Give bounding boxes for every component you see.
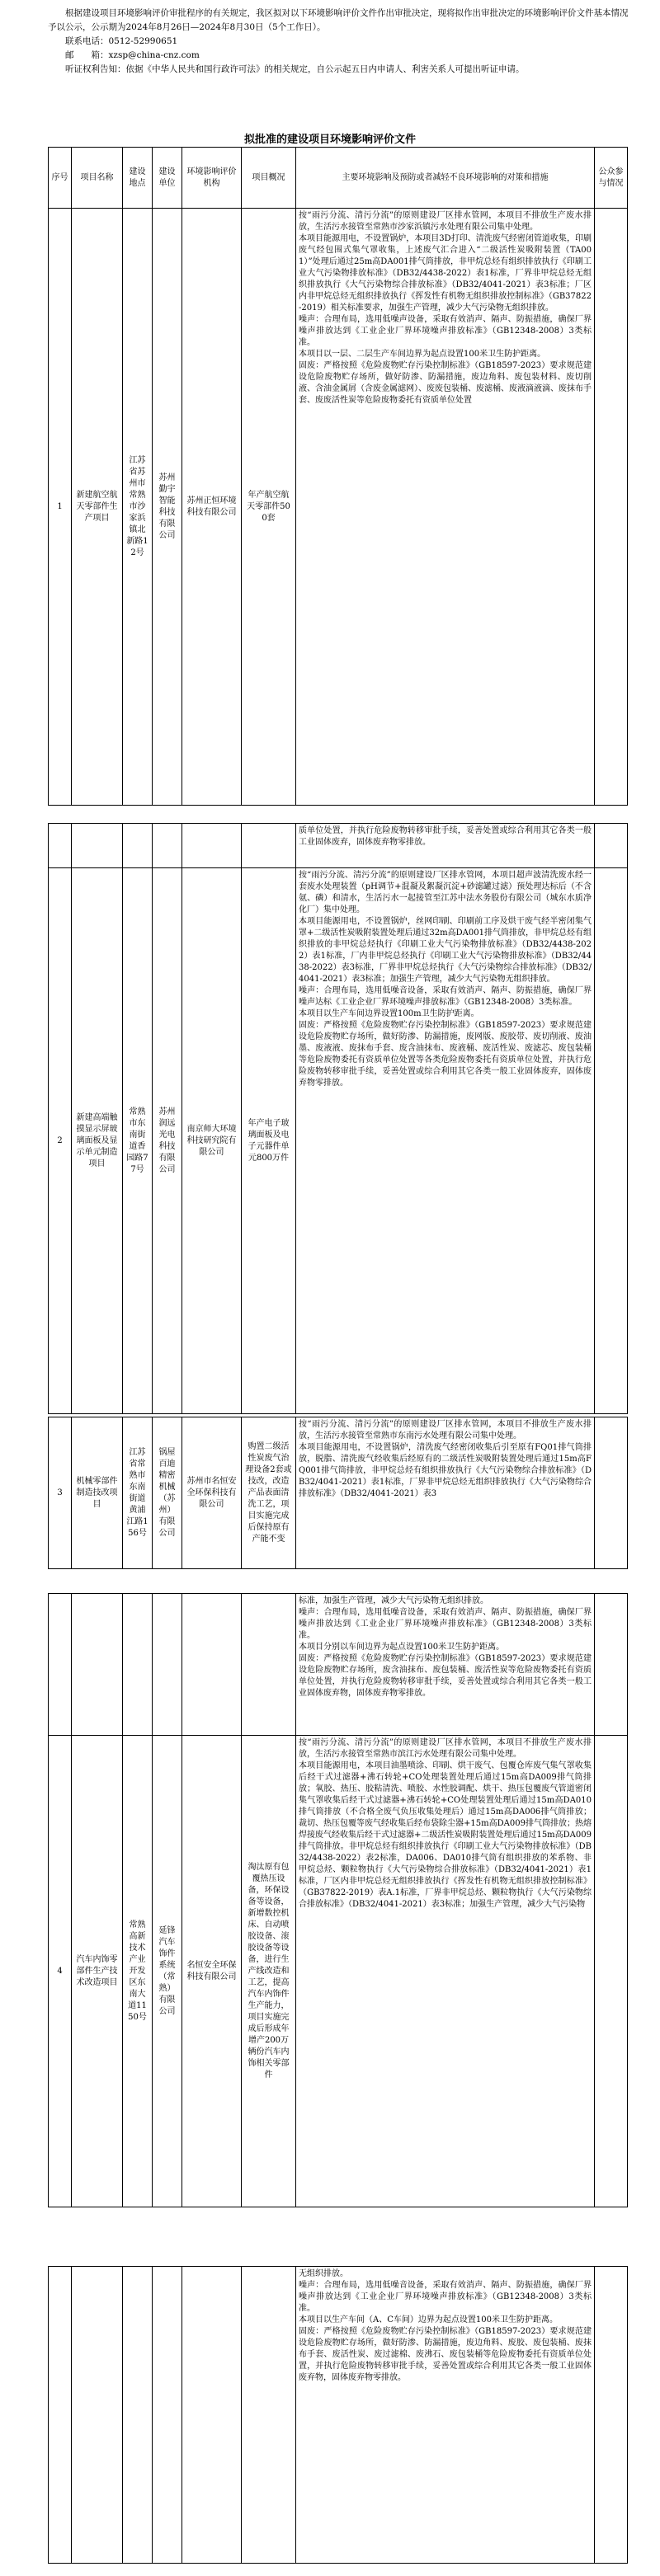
row-site: 常熟高新技术产业开发区东南大道1150号: [123, 1736, 153, 2207]
row-site: 常熟市东南街道香园路77号: [123, 868, 153, 1414]
row-measures-continued: 质单位处置，并执行危险废物转移审批手续，妥善处置或综合利用其它各类一般工业固体废弃，固体废弃物零排放。: [296, 824, 595, 868]
cont-cell: [49, 824, 72, 868]
row-eia: 名恒安全环保科技有限公司: [182, 1736, 242, 2207]
row-no: 1: [49, 209, 72, 806]
cont-cell: [242, 1594, 296, 1736]
cont-cell: [49, 2267, 72, 2564]
contact-tel: [48, 35, 629, 49]
cont-cell: [123, 2267, 153, 2564]
cont-cell: [595, 824, 628, 868]
cont-cell: [72, 824, 123, 868]
row-overview: 购置二级活性炭废气治理设备2套或技改，改造产品表面清洗工艺，项目实施完成后保持原有产能不变: [242, 1417, 296, 1569]
table-row: [49, 1594, 628, 1736]
row-measures: 按“雨污分流、清污分流”的原则建设厂区排水管网，本项目不排放生产废水排放，生活污水接管至常熟市沙家浜镇污水处理有限公司集中处理。 本项目能源用电，不设置锅炉，本项目3D打印、清洗废气经密闭管道收集，印刷废气经包围式集气罩收集，上述废气汇合进入“二级活性炭吸附装置（TA001）”处理后通过25m高DA001排气筒排放，非甲烷总烃有组织排放执行《印刷工业大气污染物排放标准》（DB32/4438-2022）表1标准，厂界非甲烷总烃无组织排放执行《大气污染物综合排放标准》（DB32/4041-2021）表3标准；厂区内非甲烷总烃无组织排放执行《挥发性有机物无组织排放控制标准》（GB37822-2019）相关标准要求，加强生产管理，减少大气污染物无组织排放。 噪声：合理布局，选用低噪声设备，采取有效消声、隔声、防振措施，确保厂界噪声排放达到《工业企业厂界环境噪声排放标准》（GB12348-2008）3类标准。 本项目以一层、二层生产车间边界为起点设置100米卫生防护距离。 固废：严格按照《危险废物贮存污染控制标准》（GB18597-2023）要求规范建设危险废物贮存场所，做好防渗、防漏措施，废边角料、废包装材料、废切削液、含油金属屑（含废金属滤网）、废废包装桶、废滤桶、废液滴液滴、废抹布手套、废废活性炭等危险废物委托有资质单位处置: [296, 209, 595, 806]
row-measures: 按“雨污分流、清污分流”的原则建设厂区排水管网，本项目超声波清洗废水经一套废水处理装置（pH调节+混凝及絮凝沉淀+砂滤罐过滤）预处理达标后（不含氨、磷）和清水，生活污水一起接管至江苏中法水务股份有限公司（城东水质净化厂）集中处理。 本项目能源用电，不设置锅炉，丝网印刷、印刷前工序及烘干废气经半密闭集气罩+二级活性炭吸附装置处理后通过32m高DA001排气筒排放，非甲烷总烃有组织排放的非甲烷总烃执行《印刷工业大气污染物排放标准》（DB32/4438-2022）表1标准，厂内非甲烷总烃执行《印刷工业大气污染物排放标准》（DB32/4438-2022）表3标准，厂界非甲烷总烃执行《大气污染物综合排放标准》（DB32/4041-2021）表3标准；加强生产管理，减少大气污染物无组织排放。 噪声：合理布局，选用低噪音设备，采取有效消声、隔声、防振措施，确保厂界噪声达标《工业企业厂界环境噪声排放标准》（GB12348-2008）3类标准。 本项目以生产车间边界设置100m卫生防护距离。 固废：严格按照《危险废物贮存污染控制标准》（GB18597-2023）要求规范建设危险废物贮存场所，做好防渗、防漏措施，废网版、废胶带、废切削液、废油墨、废液液、废抹布手套、废含油抹布、废液桶、废活性炭、废滤芯、废包装桶等危险废物委托有资质单位处置等各类危险废物委托有资质单位处置，并执行危险废物转移审批手续，妥善处置或综合利用其它各类一般工业固体废弃，固体废弃物零排放。: [296, 868, 595, 1414]
row-no: 2: [49, 868, 72, 1414]
row-measures-continued: 标准，加强生产管理，减少大气污染物无组织排放。 噪声：合理布局，选用低噪音设备，采取有效消声、隔声、防振措施，确保厂界噪声排放达到《工业企业厂界环境噪声排放标准》（GB12348-2008）3类标准。 本项目分别以车间边界为起点设置100米卫生防护距离。 固废：严格按照《危险废物贮存污染控制标准》（GB18597-2023）要求规范建设危险废物贮存场所，废含油抹布、废包装桶、废活性炭等危险废物委托有资质单位处置，并执行危险废物转移审批手续，妥善处置或综合利用其它各类一般工业固体废弃物，固体废弃物零排放。: [296, 1594, 595, 1736]
header-public: 公众参与情况: [595, 148, 628, 209]
row-unit: 锅屋百迪精密机械（苏州）有限公司: [153, 1417, 182, 1569]
table-page-4: [48, 1593, 627, 2207]
row-unit: 苏州润远光电科技有限公司: [153, 868, 182, 1414]
eia-table-cont-2: [48, 1417, 628, 1569]
header-no: 序号: [49, 148, 72, 209]
cont-cell: [49, 1594, 72, 1736]
cont-cell: [595, 1594, 628, 1736]
cont-cell: [72, 2267, 123, 2564]
row-eia: 苏州正恒环境科技有限公司: [182, 209, 242, 806]
cont-cell: [182, 824, 242, 868]
header-measures: 主要环境影响及预防或者减轻不良环境影响的对策和措施: [296, 148, 595, 209]
hearing-notice: 听证权利告知：依据《中华人民共和国行政许可法》的相关规定，自公示起五日内申请人、利害关系人可提出听证申请。: [65, 64, 525, 74]
row-site: 江苏省苏州市常熟市沙家浜镇北新路12号: [123, 209, 153, 806]
row-no: 3: [49, 1417, 72, 1569]
cont-cell: [182, 1594, 242, 1736]
cont-cell: [153, 1594, 182, 1736]
table-row: [49, 824, 628, 868]
eia-table: [48, 147, 628, 806]
eia-table-cont-1: [48, 823, 628, 1414]
cont-cell: [182, 2267, 242, 2564]
eia-table-cont-3: [48, 1593, 628, 2207]
intro-block: [48, 7, 629, 77]
row-public: [595, 1736, 628, 2207]
row-eia: 苏州市名恒安全环保科技有限公司: [182, 1417, 242, 1569]
header-overview: 项目概况: [242, 148, 296, 209]
table-page-1: [48, 147, 627, 806]
cont-cell: [72, 1594, 123, 1736]
contact-tel-value: 0512-52990651: [108, 36, 178, 46]
table-page-3: [48, 1417, 627, 1569]
row-measures-continued: 无组织排放。 噪声：合理布局，选用低噪音设备，采取有效消声、隔声、防振措施，确保厂界噪声排放达到《工业企业厂界环境噪声排放标准》（GB12348-2008）3类标准。 本项目以生产车间（A、C车间）边界为起点设置100米卫生防护距离。 固废：严格按照《危险废物贮存污染控制标准》（GB18597-2023）要求规范建设危险废物贮存场所，做好防渗、防漏措施，废边角料、废胶、废包装桶、废抹布手套、废活性炭、废过滤棉、废沸石、废包装桶等危险废物委托有资质单位处置，并执行危险废物转移审批手续，妥善处置或综合利用其它各类一般工业固体废弃物，固体废弃物零排放。: [296, 2267, 595, 2564]
contact-mail-value[interactable]: xzsp@china-cnz.com: [108, 50, 200, 60]
row-measures: 按“雨污分流、清污分流”的原则建设厂区排水管网，本项目不排放生产废水排放，生活污水接管至常熟市滨江污水处理有限公司集中处理。 本项目能源用电，本项目油墨喷涂、印刷、烘干废气、包覆仓库废气集气罩收集后经干式过滤器+沸石转轮+CO处理装置处理后通过15m高DA009排气筒排放；氧胶、热压、胶粘清洗、喷胶、水性胶调配、烘干、热压包覆废气管道密闭集气罩收集后经干式过滤器+沸石转轮+CO处理装置处理后通过15m高DA010排气筒排放（不合格全废气负压收集处理后）通过15m高DA006排气筒排放；裁切、热压包覆等废气经收集后经布袋除尘器+15m高DA009排气筒排放；热熔焊接废气经收集后经干式过滤器+二级活性炭吸附装置处理后通过15m高DA009排气筒排放。非甲烷总烃有组织排放执行《印刷工业大气污染物排放标准》（DB32/4438-2022）表2标准，DA006、DA010排气筒有组织排放的苯系物、非甲烷总烃、颗粒物执行《大气污染物综合排放标准》（DB32/4041-2021）表1标准，厂区内非甲烷总烃无组织排放执行《挥发性有机物无组织排放控制标准》（GB37822-2019）表A.1标准，厂界非甲烷总烃、颗粒物执行《大气污染物综合排放标准》（DB32/4041-2021）表3标准；加强生产管理，减少大气污染物: [296, 1736, 595, 2207]
table-row: [49, 868, 628, 1414]
header-name: 项目名称: [72, 148, 123, 209]
table-header-row: [49, 148, 628, 209]
cont-cell: [242, 824, 296, 868]
contact-mail-label: 邮 箱：: [65, 50, 109, 60]
row-unit: 延锋汽车饰件系统（常熟）有限公司: [153, 1736, 182, 2207]
table-row: [49, 209, 628, 806]
table-title: 拟批准的建设项目环境影响评价文件: [243, 134, 416, 146]
cont-cell: [242, 2267, 296, 2564]
table-row: [49, 1736, 628, 2207]
cont-cell: [153, 824, 182, 868]
row-overview: 年产航空航天零部件500套: [242, 209, 296, 806]
table-page-2: [48, 823, 627, 1414]
table-page-5: [48, 2266, 627, 2564]
row-public: [595, 209, 628, 806]
row-eia: 南京师大环境科技研究院有限公司: [182, 868, 242, 1414]
row-name: 汽车内饰零部件生产技术改造项目: [72, 1736, 123, 2207]
row-public: [595, 868, 628, 1414]
cont-cell: [595, 2267, 628, 2564]
header-unit: 建设单位: [153, 148, 182, 209]
header-site: 建设地点: [123, 148, 153, 209]
intro-paragraph: 根据建设项目环境影响评价审批程序的有关规定，我区拟对以下环境影响评价文件作出审批决定，现将拟作出审批决定的环境影响评价文件基本情况予以公示，公示期为2024年8月26日—2024年8月30日（5个工作日）。: [48, 8, 629, 32]
eia-table-cont-4: [48, 2266, 628, 2564]
cont-cell: [153, 2267, 182, 2564]
table-row: [49, 1417, 628, 1569]
cont-cell: [123, 1594, 153, 1736]
contact-mail: [48, 49, 629, 63]
row-public: [595, 1417, 628, 1569]
row-measures: 按“雨污分流、清污分流”的原则建设厂区排水管网，本项目不排放生产废水排放，生活污水接管至常熟市东南污水处理有限公司集中处理。 本项目能源用电，不设置锅炉，清洗废气经密闭收集后引至原有FQ01排气筒排放，脱脂、清洗废气经收集后经原有的二级活性炭吸附装置处理后通过15m高FQ001排气筒排放，非甲烷总烃有组织排放执行《大气污染物综合排放标准》（DB32/4041-2021）表1标准，厂界非甲烷总烃无组织排放执行《大气污染物综合排放标准》（DB32/4041-2021）表3: [296, 1417, 595, 1569]
row-site: 江苏省常熟市东南街道黄浦江路156号: [123, 1417, 153, 1569]
row-name: 机械零部件制造技改项目: [72, 1417, 123, 1569]
row-overview: 淘汰原有包覆热压设备，环保设备等设备，新增数控机床、自动喷胶设备、滚胶设备等设备，进行生产线改造和工艺，提高汽车内饰件生产能力，项目实施完成后形成年增产200万辆份汽车内饰相关零部件: [242, 1736, 296, 2207]
row-overview: 年产电子玻璃面板及电子元器件单元800万件: [242, 868, 296, 1414]
row-name: 新建航空航天零部件生产项目: [72, 209, 123, 806]
contact-tel-label: 联系电话：: [65, 36, 109, 46]
cont-cell: [123, 824, 153, 868]
table-row: [49, 2267, 628, 2564]
row-name: 新建高端触摸显示屏玻璃面板及显示单元制造项目: [72, 868, 123, 1414]
header-eia: 环境影响评价机构: [182, 148, 242, 209]
row-no: 4: [49, 1736, 72, 2207]
row-unit: 苏州勤宇智能科技有限公司: [153, 209, 182, 806]
